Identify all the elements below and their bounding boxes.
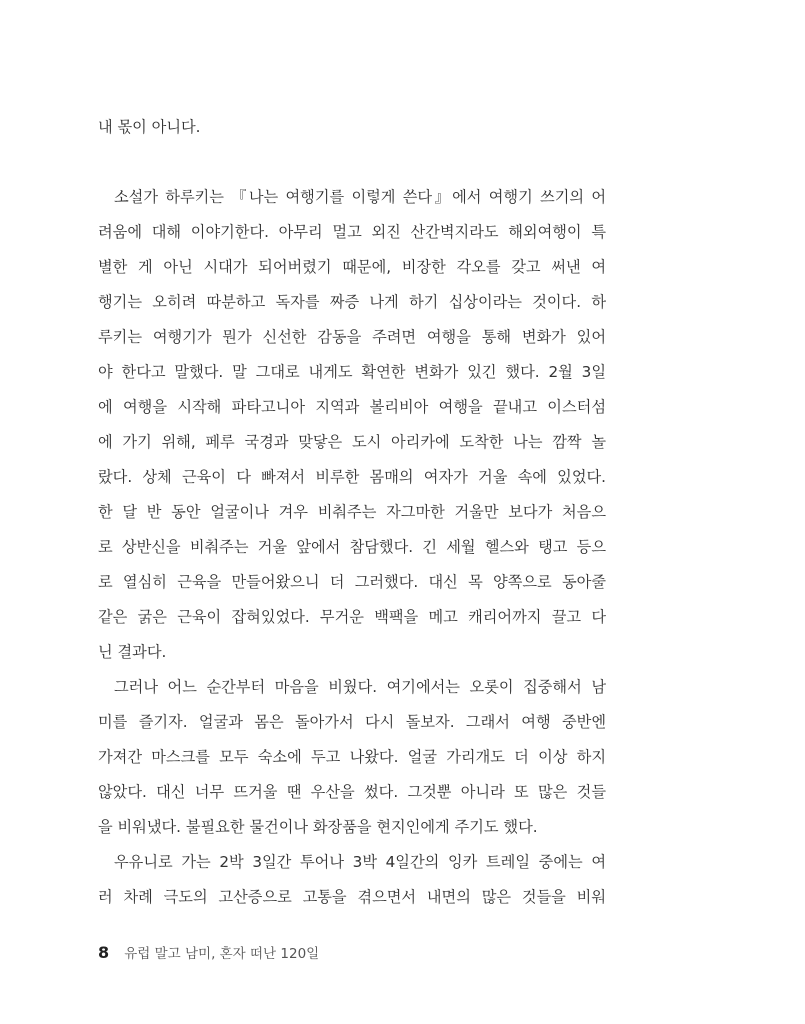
text-line: 별한 게 아닌 시대가 되어버렸기 때문에, 비장한 각오를 갖고 써낸 여	[98, 258, 606, 276]
body-text	[98, 110, 606, 915]
paragraph-gap	[98, 145, 606, 180]
text-line: 을 비워냈다. 불필요한 물건이나 화장품을 현지인에게 주기도 했다.	[98, 818, 538, 836]
text-line: 행기는 오히려 따분하고 독자를 짜증 나게 하기 십상이라는 것이다. 하	[98, 293, 606, 311]
text-line: 에 가기 위해, 페루 국경과 맞닿은 도시 아리카에 도착한 나는 깜짝 놀	[98, 433, 606, 451]
text-line: 가져간 마스크를 모두 숙소에 두고 나왔다. 얼굴 가리개도 더 이상 하지	[98, 748, 606, 766]
text-line: 로 상반신을 비춰주는 거울 앞에서 참담했다. 긴 세월 헬스와 탱고 등으	[98, 538, 606, 556]
text-line: 내 몫이 아니다.	[98, 118, 201, 136]
text-line: 우유니로 가는 2박 3일간 투어나 3박 4일간의 잉카 트레일 중에는 여	[114, 853, 606, 871]
text-line: 루키는 여행기가 뭔가 신선한 감동을 주려면 여행을 통해 변화가 있어	[98, 328, 606, 346]
text-line: 려움에 대해 이야기한다. 아무리 멀고 외진 산간벽지라도 해외여행이 특	[98, 223, 606, 241]
page-number: 8	[98, 943, 110, 962]
text-line: 같은 굵은 근육이 잡혀있었다. 무거운 백팩을 메고 캐리어까지 끌고 다	[98, 608, 606, 626]
page-footer	[98, 942, 319, 964]
text-line: 한 달 반 동안 얼굴이나 겨우 비춰주는 자그마한 거울만 보다가 처음으	[98, 503, 606, 521]
text-line: 그러나 어느 순간부터 마음을 비웠다. 여기에서는 오롯이 집중해서 남	[114, 678, 606, 696]
text-line: 러 차례 극도의 고산증으로 고통을 겪으면서 내면의 많은 것들을 비워	[98, 888, 606, 906]
text-line: 랐다. 상체 근육이 다 빠져서 비루한 몸매의 여자가 거울 속에 있었다.	[98, 468, 606, 486]
book-title: 유럽 말고 남미, 혼자 떠난 120일	[124, 946, 320, 962]
text-line: 미를 즐기자. 얼굴과 몸은 돌아가서 다시 돌보자. 그래서 여행 중반엔	[98, 713, 606, 731]
text-line: 로 열심히 근육을 만들어왔으니 더 그러했다. 대신 목 양쪽으로 동아줄	[98, 573, 606, 591]
text-line: 않았다. 대신 너무 뜨거울 땐 우산을 썼다. 그것뿐 아니라 또 많은 것들	[98, 783, 606, 801]
text-line: 야 한다고 말했다. 말 그대로 내게도 확연한 변화가 있긴 했다. 2월 3일	[98, 363, 606, 381]
text-line: 닌 결과다.	[98, 643, 167, 661]
text-line: 에 여행을 시작해 파타고니아 지역과 볼리비아 여행을 끝내고 이스터섬	[98, 398, 606, 416]
text-line: 소설가 하루키는 『나는 여행기를 이렇게 쓴다』에서 여행기 쓰기의 어	[114, 188, 606, 206]
